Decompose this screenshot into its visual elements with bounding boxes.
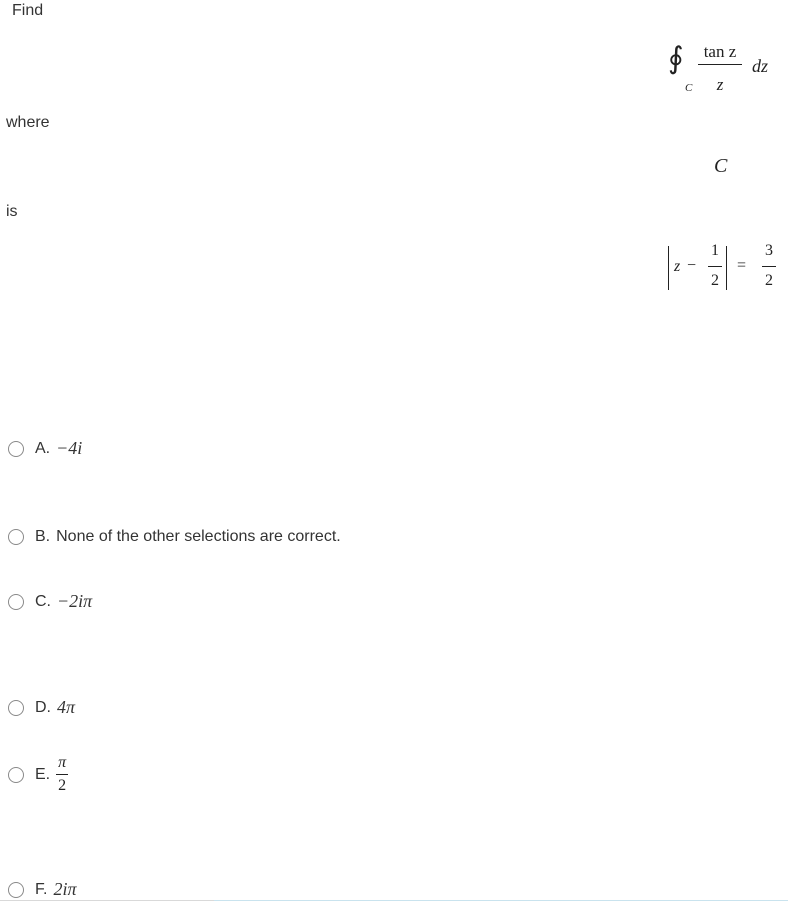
option-a-value: −4i — [56, 438, 83, 458]
option-f-label: F. — [35, 880, 48, 898]
question-find-text: Find — [12, 2, 44, 19]
circle-frac-den: 2 — [711, 272, 719, 289]
option-b-label: B. — [35, 528, 51, 545]
option-e-fraction — [56, 755, 68, 794]
option-e[interactable] — [8, 755, 68, 794]
option-e-label: E. — [35, 765, 51, 783]
circle-frac-num: 1 — [711, 242, 719, 259]
circle-rhs-den: 2 — [765, 272, 773, 289]
option-f-value: 2iπ — [53, 879, 77, 899]
option-a-radio[interactable] — [8, 441, 24, 457]
circle-equals: = — [737, 257, 747, 274]
option-d-radio[interactable] — [8, 700, 24, 716]
option-b-value: None of the other selections are correct. — [56, 528, 341, 545]
option-f-radio[interactable] — [8, 882, 24, 898]
curve-name: C — [714, 155, 728, 177]
integral-numerator: tan z — [703, 42, 737, 61]
circle-minus: − — [687, 257, 697, 274]
circle-rhs-bar — [762, 266, 776, 267]
circle-rhs-num: 3 — [765, 242, 773, 259]
question-where-text: where — [6, 114, 50, 131]
option-e-numerator: π — [58, 754, 67, 771]
integral-denominator: z — [716, 75, 724, 94]
option-b[interactable] — [8, 528, 341, 546]
option-e-denominator: 2 — [56, 774, 68, 794]
abs-bar-right — [726, 246, 727, 290]
option-d[interactable] — [8, 697, 75, 718]
integral-fraction-bar — [698, 64, 742, 65]
circle-frac-bar — [708, 266, 722, 267]
option-b-radio[interactable] — [8, 529, 24, 545]
option-c-radio[interactable] — [8, 594, 24, 610]
integral-formula — [668, 40, 780, 100]
option-e-radio[interactable] — [8, 767, 24, 783]
option-c-value: −2iπ — [57, 591, 93, 611]
option-d-value: 4π — [57, 697, 76, 717]
abs-bar-left — [668, 246, 669, 290]
bottom-divider-accent — [214, 900, 788, 901]
option-a-label: A. — [35, 439, 51, 457]
option-c-label: C. — [35, 592, 51, 610]
contour-integral-symbol: ∮ — [668, 42, 684, 75]
circle-equation — [666, 240, 782, 296]
option-d-label: D. — [35, 698, 51, 716]
integral-differential: dz — [752, 56, 769, 76]
option-a[interactable] — [8, 438, 82, 459]
option-f[interactable] — [8, 879, 76, 900]
option-c[interactable] — [8, 591, 92, 612]
integral-subscript: C — [685, 82, 693, 94]
question-is-text: is — [6, 203, 18, 220]
circle-var: z — [674, 258, 681, 275]
